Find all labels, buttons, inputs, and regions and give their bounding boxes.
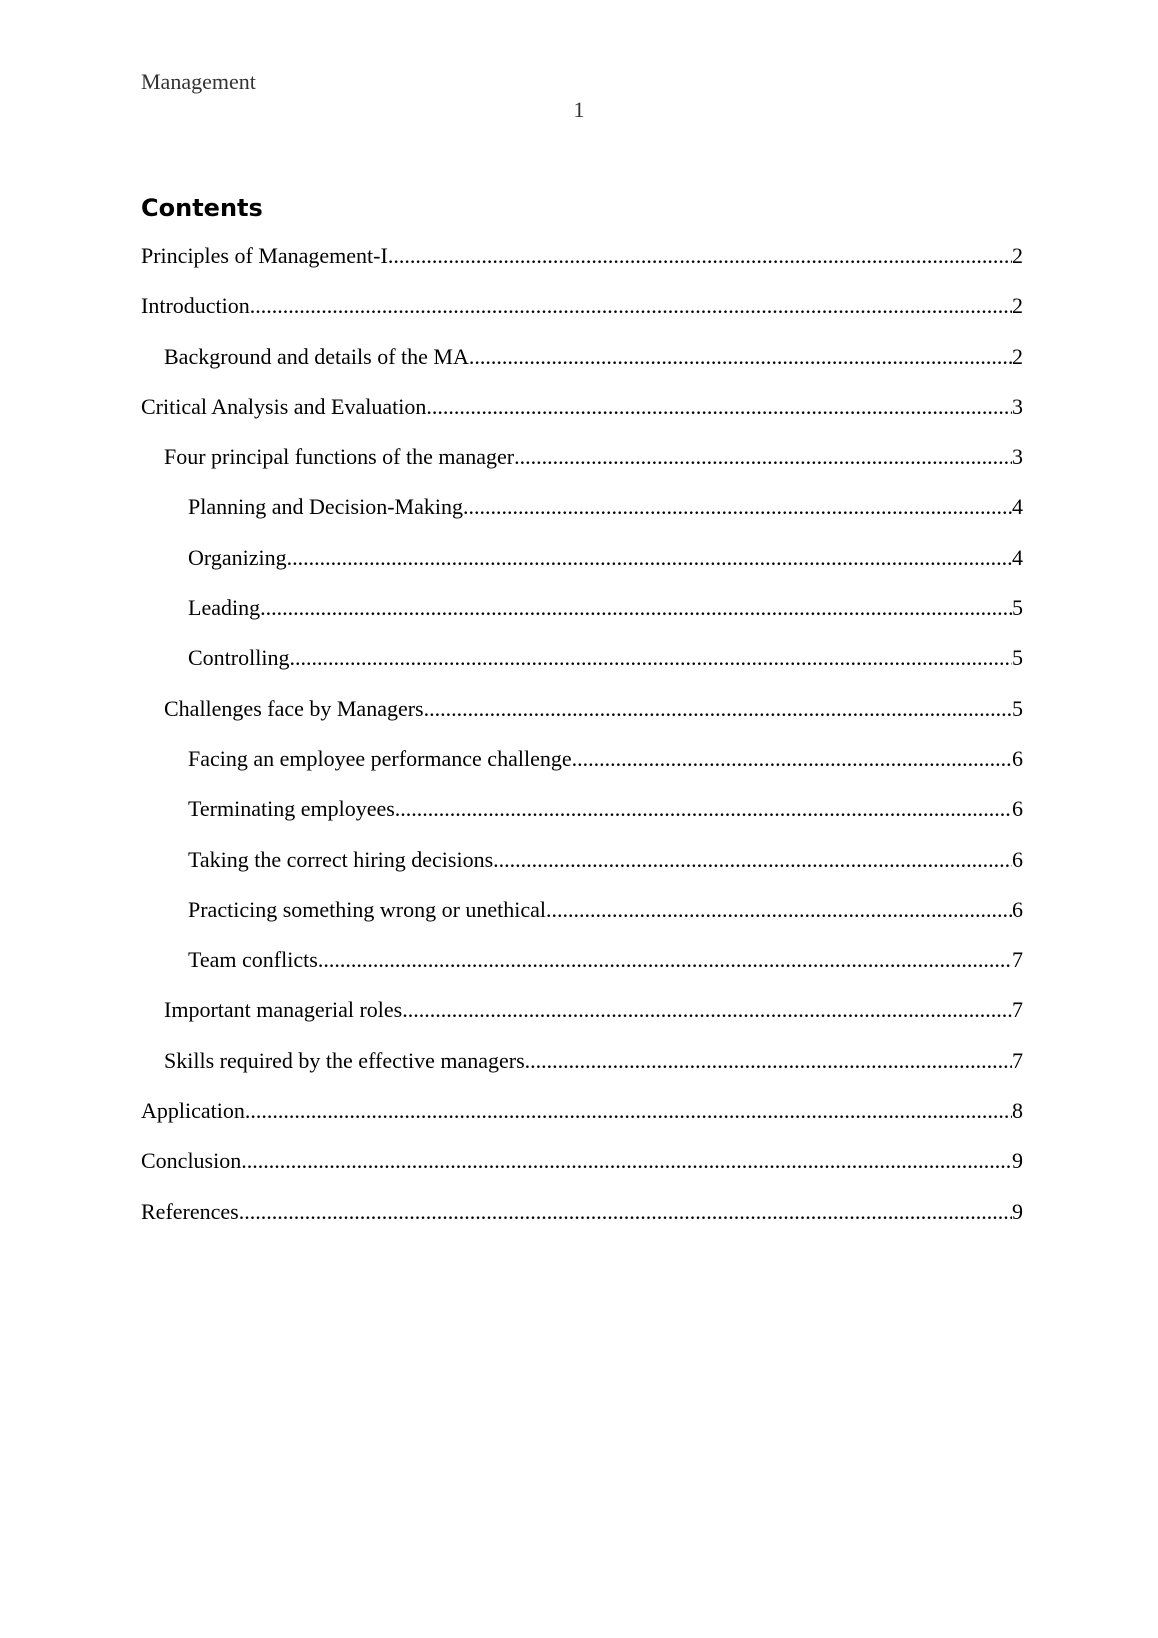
toc-entry-label: Organizing [188, 544, 287, 570]
toc-entry[interactable] [141, 896, 1023, 946]
toc-entry-label: Facing an employee performance challenge [188, 745, 572, 771]
toc-entry-label: Principles of Management-I [141, 243, 388, 268]
toc-entry-label: Controlling [188, 645, 290, 671]
toc-entry-page: 4 [1012, 544, 1023, 570]
toc-entry-page: 8 [1012, 1098, 1023, 1124]
toc-entry[interactable] [141, 846, 1023, 896]
toc-entry[interactable] [141, 795, 1023, 845]
toc-entry-page: 9 [1012, 1198, 1023, 1224]
toc-entry-page: 2 [1012, 243, 1023, 268]
toc-entry-label: Practicing something wrong or unethical [188, 896, 547, 922]
toc-entry[interactable] [141, 292, 1023, 342]
toc-entry[interactable] [141, 1097, 1023, 1147]
toc-dot-leader [245, 1097, 1012, 1125]
toc-entry[interactable] [141, 594, 1023, 644]
toc-entry-page: 6 [1012, 745, 1023, 771]
toc-entry[interactable] [141, 242, 1023, 292]
toc-dot-leader [388, 242, 1012, 270]
toc-dot-leader [402, 996, 1012, 1024]
toc-dot-leader [463, 493, 1012, 521]
toc-entry[interactable] [141, 1198, 1023, 1248]
toc-dot-leader [287, 544, 1012, 572]
toc-entry[interactable] [141, 996, 1023, 1046]
toc-entry-page: 4 [1012, 494, 1023, 520]
toc-entry[interactable] [141, 1147, 1023, 1197]
toc-entry[interactable] [141, 393, 1023, 443]
toc-entry-page: 7 [1012, 997, 1023, 1023]
toc-entry-page: 6 [1012, 796, 1023, 822]
toc-entry-page: 2 [1012, 293, 1023, 319]
toc-dot-leader [395, 795, 1012, 823]
toc-entry-label: Taking the correct hiring decisions [188, 846, 494, 872]
page-number: 1 [573, 97, 585, 122]
toc-entry-label: Introduction [141, 293, 250, 319]
toc-dot-leader [469, 343, 1012, 371]
toc-dot-leader [318, 946, 1012, 974]
toc-dot-leader [514, 443, 1012, 471]
running-header-title: Management [141, 69, 256, 94]
toc-entry-label: Important managerial roles [164, 997, 403, 1023]
toc-entry[interactable] [141, 745, 1023, 795]
toc-entry-page: 9 [1012, 1148, 1023, 1174]
toc-entry-label: Four principal functions of the manager [164, 444, 515, 470]
toc-entry-label: Application [141, 1098, 245, 1124]
toc-entry-label: References [141, 1198, 239, 1224]
toc-entry[interactable] [141, 695, 1023, 745]
toc-dot-leader [289, 644, 1012, 672]
toc-entry-label: Terminating employees [188, 796, 395, 822]
toc-entry-label: Background and details of the MA [164, 343, 469, 369]
toc-dot-leader [525, 1047, 1012, 1075]
toc-entry-page: 3 [1012, 444, 1023, 470]
toc-dot-leader [493, 846, 1012, 874]
toc-entry-label: Skills required by the effective managers [164, 1047, 525, 1073]
toc-entry[interactable] [141, 443, 1023, 493]
toc-entry[interactable] [141, 644, 1023, 694]
toc-entry-page: 2 [1012, 343, 1023, 369]
toc-dot-leader [424, 695, 1012, 723]
toc-entry[interactable] [141, 544, 1023, 594]
toc-entry[interactable] [141, 493, 1023, 543]
toc-entry-label: Team conflicts [188, 947, 318, 973]
toc-entry-page: 5 [1012, 645, 1023, 671]
toc-entry[interactable] [141, 1047, 1023, 1097]
toc-dot-leader [426, 393, 1012, 421]
toc-entry-label: Conclusion [141, 1148, 242, 1174]
toc-entry-label: Critical Analysis and Evaluation [141, 393, 427, 419]
toc-dot-leader [239, 1198, 1012, 1226]
toc-dot-leader [250, 292, 1012, 320]
toc-entry-label: Challenges face by Managers [164, 695, 424, 721]
toc-dot-leader [572, 745, 1012, 773]
toc-entry[interactable] [141, 946, 1023, 996]
toc-entry-page: 7 [1012, 1047, 1023, 1073]
toc-entry-page: 7 [1012, 947, 1023, 973]
toc-entry-page: 6 [1012, 896, 1023, 922]
toc-entry-label: Leading [188, 595, 261, 621]
toc-entry-page: 5 [1012, 595, 1023, 621]
toc-entry-page: 5 [1012, 695, 1023, 721]
toc-entry[interactable] [141, 343, 1023, 393]
toc-entry-label: Planning and Decision-Making [188, 494, 463, 520]
table-of-contents [141, 242, 1023, 1248]
toc-heading: Contents [141, 194, 263, 222]
toc-dot-leader [260, 594, 1012, 622]
toc-dot-leader [241, 1147, 1012, 1175]
toc-dot-leader [546, 896, 1012, 924]
toc-entry-page: 3 [1012, 393, 1023, 419]
toc-entry-page: 6 [1012, 846, 1023, 872]
